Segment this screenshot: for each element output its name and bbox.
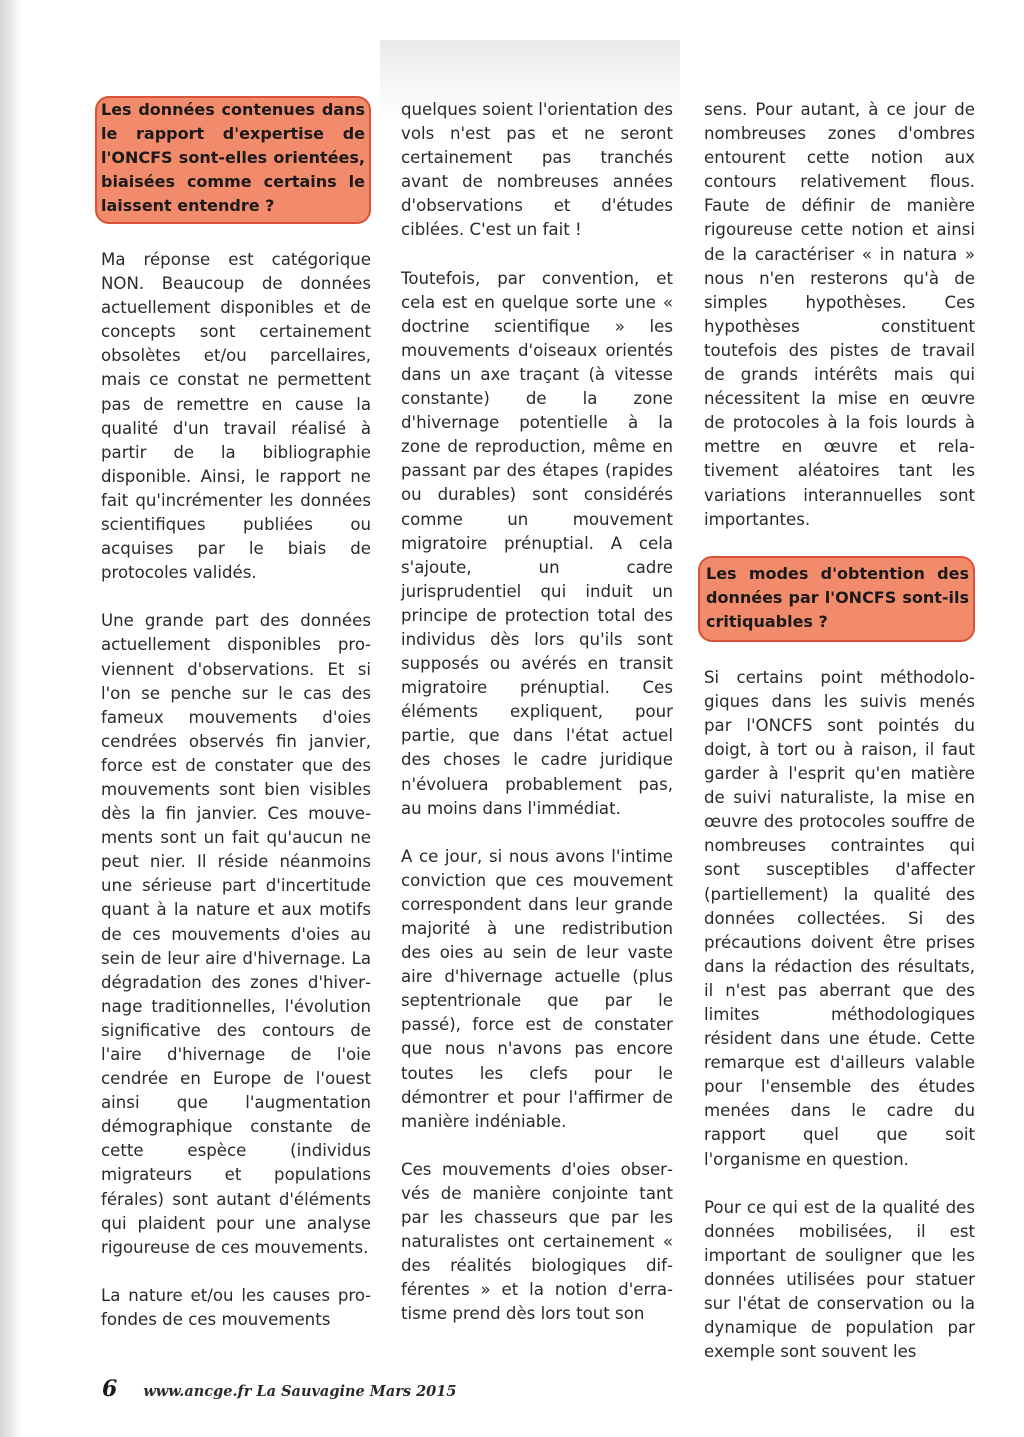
- column-left: [101, 96, 371, 1356]
- question-box-biais: Les données contenues dans le rapport d'expertise de l'ONCFS sont-elles orientées, biaisées comme certains le laissent entendre ?: [95, 96, 371, 224]
- column-middle: [401, 98, 673, 1351]
- col2-paragraph-2: Toutefois, par convention, et cela est en quelque sorte une « doctrine scientifique » les mouvements d'oiseaux orientés dans un axe traçant (à vitesse constante) de la zone d'hivernage potentielle à la zone de reproduction, même en passant par des étapes (rapides ou durables) sont considérés comme un mouvement migratoire prénuptial. A cela s'ajoute, un cadre jurisprudentiel qui induit un principe de protection total des individus dès lors qu'ils sont supposés ou avérés en transit migratoire prénuptial. Ces éléments expliquent, pour partie, que dans l'état actuel des choses le cadre juridique n'évoluera probablement pas, au moins dans l'immédiat.: [401, 268, 673, 818]
- col3-paragraph-intro: sens. Pour autant, à ce jour de nombreuses zones d'ombres entourent cette notion aux contours relativement flous. Faute de définir de manière rigoureuse cette notion et ainsi de la caractériser « in natura » nous n'en resterons qu'à de simples hypothèses. Ces hypothèses constituent toutefois des pistes de travail de grands intérêts mais qui nécessitent la mise en œuvre de protocoles à la fois lourds à mettre en œuvre et relativement aléatoires tant les variations interannuelles sont importantes.: [704, 100, 975, 529]
- col1-paragraph-3: La nature et/ou les causes profondes de ces mouvements: [101, 1285, 371, 1329]
- column-right: [704, 98, 975, 1388]
- col3-paragraph-1: Si certains point méthodologiques dans les suivis menés par l'ONCFS sont pointés du doigt, à tort ou à raison, il faut garder à l'esprit qu'en matière de suivi naturaliste, la mise en œuvre des protocoles souffre de nombreuses contraintes qui sont susceptibles d'affecter (partiellement) la qualité des données collectées. Si des précautions doivent être prises dans la rédaction des résultats, il n'est pas aberrant que des limites méthodologiques résident dans une étude. Cette remarque est d'ailleurs valable pour l'ensemble des études menées dans le cadre du rapport quel que soit l'organisme en question.: [704, 667, 975, 1169]
- page-number: 6: [102, 1376, 118, 1402]
- col2-paragraph-1: quelques soient l'orientation des vols n'est pas et ne seront certainement pas tranchés avant de nombreuses années d'observations et d'études ciblées. C'est un fait !: [401, 100, 673, 240]
- col1-paragraph-2: Une grande part des données actuellement disponibles proviennent d'observations. Et si l'on se penche sur le cas des fameux mouvements d'oies cendrées observés fin janvier, force est de constater que des mouvements sont bien visibles dès la fin janvier. Ces mouvements sont un fait qu'aucun ne peut nier. Il réside néanmoins une sérieuse part d'incertitude quant à la nature et aux motifs de ces mouvements d'oies au sein de leur aire d'hivernage. La dégradation des zones d'hivernage traditionnelles, l'évolution significative des contours de l'aire d'hivernage de l'oie cendrée en Europe de l'ouest ainsi que l'augmentation démographique constante de cette espèce (individus migrateurs et populations férales) sont autant d'éléments qui plaident pour une analyse rigoureuse de ces mouvements.: [101, 611, 371, 1257]
- col2-paragraph-4: Ces mouvements d'oies observés de manière conjointe tant par les chasseurs que par les naturalistes ont certainement « des réalités biologiques différentes » et la notion d'erratisme prend dès lors tout son: [401, 1159, 673, 1324]
- page-gutter-shadow: [0, 0, 22, 1437]
- question-box-modes: Les modes d'obtention des données par l'ONCFS sont-ils critiquables ?: [698, 556, 975, 642]
- col2-paragraph-3: A ce jour, si nous avons l'intime conviction que ces mouvement correspondent dans leur grande majorité à une redistribution des oies au sein de leur vaste aire d'hivernage actuelle (plus septentrionale que par le passé), force est de constater que nous n'avons pas encore toutes les clefs pour le démontrer et pour l'affirmer de manière indéniable.: [401, 846, 673, 1131]
- footer-publication: www.ancge.fr La Sauvagine Mars 2015: [143, 1383, 457, 1400]
- col3-paragraph-2: Pour ce qui est de la qualité des données mobilisées, il est important de souligner que les données utilisées pour statuer sur l'état de conservation ou la dynamique de population par exemple sont souvent les: [704, 1197, 975, 1362]
- page-footer: [102, 1376, 456, 1406]
- col1-paragraph-1: Ma réponse est catégorique NON. Beaucoup de données actuellement disponibles et de concepts sont certainement obsolètes et/ou parcellaires, mais ce constat ne permettent pas de remettre en cause la qualité d'un travail réalisé à partir de la bibliographie disponible. Ainsi, le rapport ne fait qu'incrémenter les données scientifiques publiées ou acquises par le biais de protocoles validés.: [101, 250, 371, 583]
